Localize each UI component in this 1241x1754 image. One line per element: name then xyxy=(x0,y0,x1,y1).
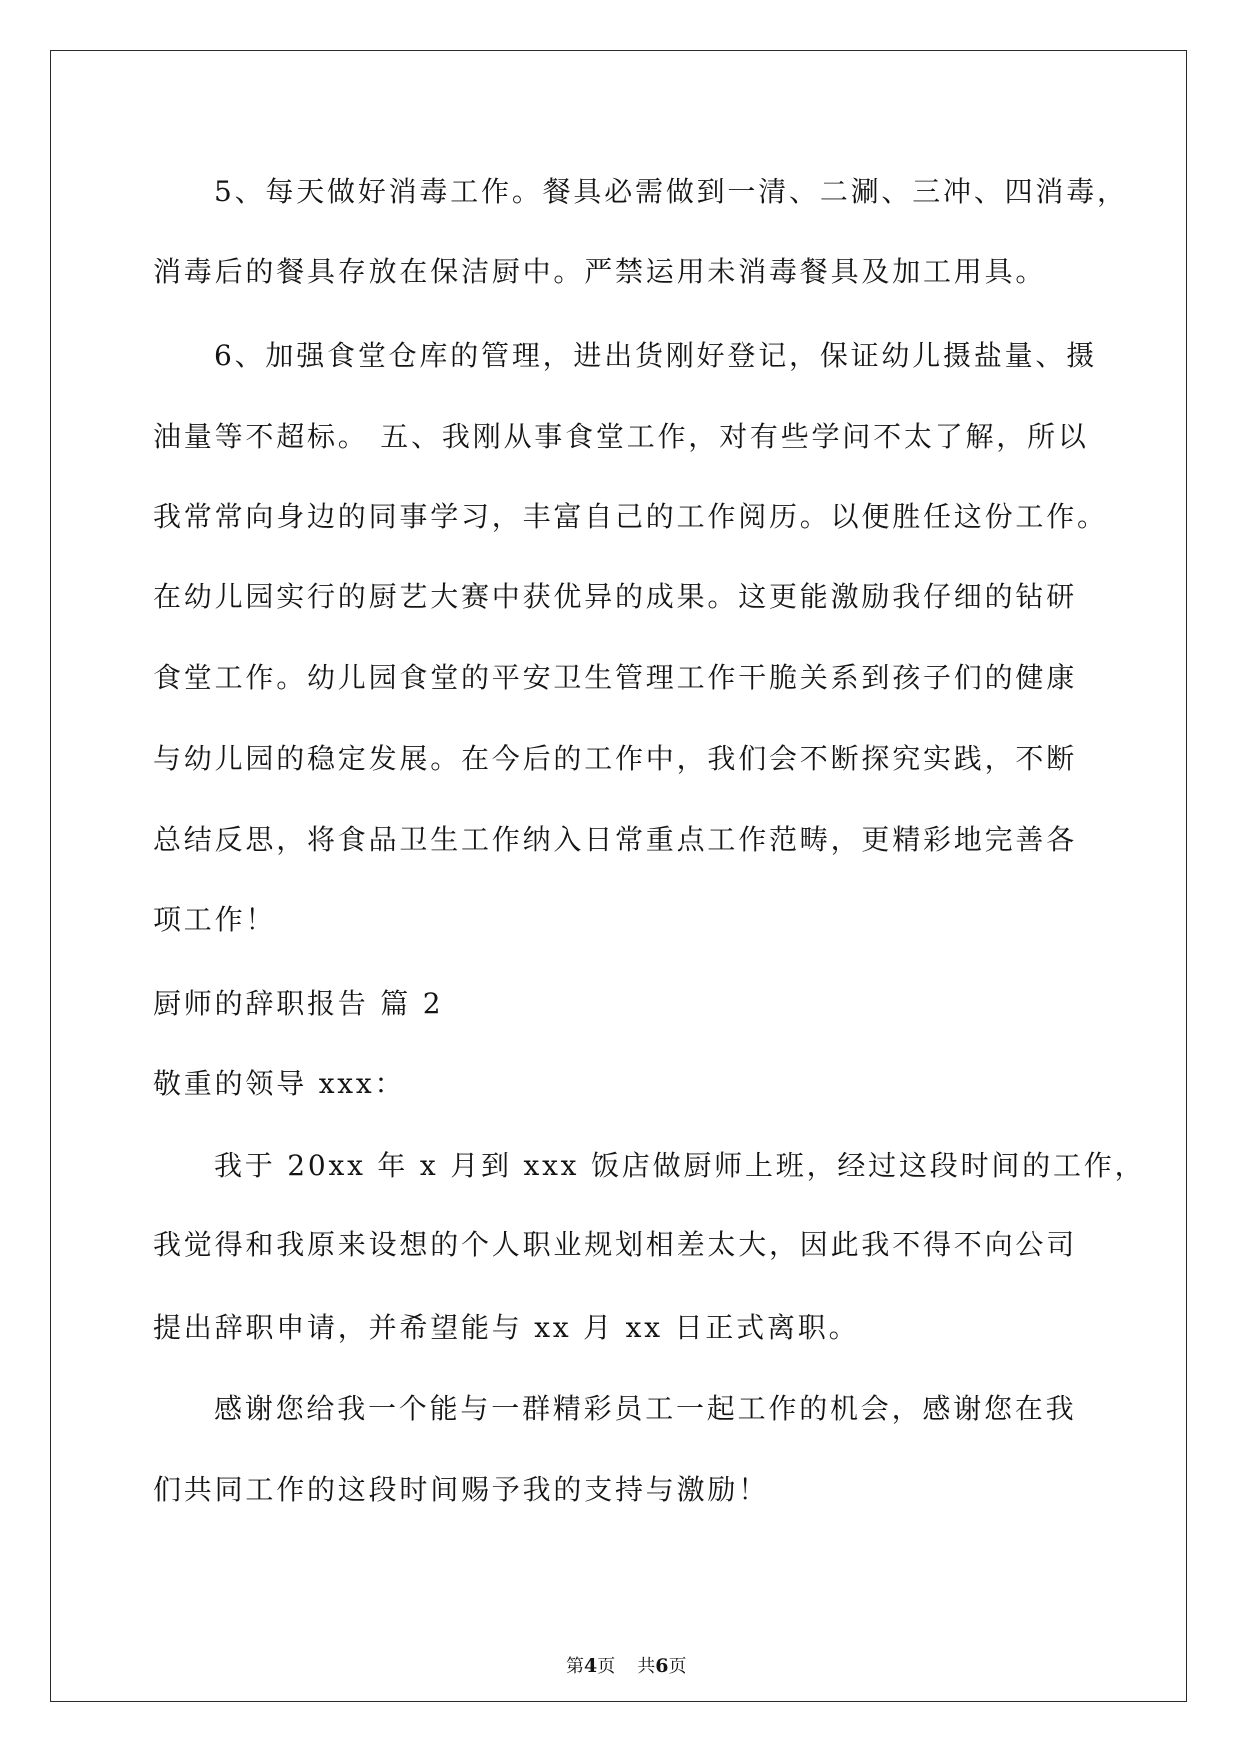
paragraph-line: 食堂工作。幼儿园食堂的平安卫生管理工作干脆关系到孩子们的健康 xyxy=(153,661,1078,694)
paragraph-line: 在幼儿园实行的厨艺大赛中获优异的成果。这更能激励我仔细的钻研 xyxy=(153,580,1078,613)
paragraph-line: 我常常向身边的同事学习，丰富自己的工作阅历。以便胜任这份工作。 xyxy=(153,500,1108,533)
page-border xyxy=(50,50,1187,1702)
total-pages-label xyxy=(637,1656,686,1677)
total-pages-number: 6 xyxy=(655,1655,669,1677)
page-suffix: 页 xyxy=(597,1656,616,1677)
paragraph-line: 与幼儿园的稳定发展。在今后的工作中，我们会不断探究实践，不断 xyxy=(153,742,1078,775)
letter-line: 们共同工作的这段时间赐予我的支持与激励！ xyxy=(153,1473,770,1506)
page-footer xyxy=(0,1624,1241,1681)
paragraph-line: 5、每天做好消毒工作。餐具必需做到一清、二涮、三冲、四消毒， xyxy=(214,175,1128,208)
letter-line: 感谢您给我一个能与一群精彩员工一起工作的机会，感谢您在我 xyxy=(214,1392,1077,1425)
paragraph-line: 项工作！ xyxy=(153,903,277,936)
total-prefix: 共 xyxy=(637,1656,656,1677)
letter-line: 我于 20xx 年 x 月到 xxx 饭店做厨师上班，经过这段时间的工作， xyxy=(214,1149,1146,1182)
total-suffix: 页 xyxy=(668,1656,687,1677)
letter-line: 提出辞职申请，并希望能与 xx 月 xx 日正式离职。 xyxy=(153,1311,860,1344)
current-page-label xyxy=(566,1656,615,1677)
paragraph-line: 6、加强食堂仓库的管理，进出货刚好登记，保证幼儿摄盐量、摄 xyxy=(214,339,1098,372)
paragraph-line: 消毒后的餐具存放在保洁厨中。严禁运用未消毒餐具及加工用具。 xyxy=(153,255,1047,288)
salutation: 敬重的领导 xxx： xyxy=(153,1067,406,1100)
page-prefix: 第 xyxy=(565,1656,584,1677)
paragraph-line: 油量等不超标。 五、我刚从事食堂工作，对有些学问不太了解，所以 xyxy=(153,420,1089,453)
letter-line: 我觉得和我原来设想的个人职业规划相差太大，因此我不得不向公司 xyxy=(153,1228,1078,1261)
section-heading: 厨师的辞职报告 篇 2 xyxy=(153,987,444,1020)
current-page-number: 4 xyxy=(583,1655,598,1677)
paragraph-line: 总结反思，将食品卫生工作纳入日常重点工作范畴，更精彩地完善各 xyxy=(153,823,1078,856)
